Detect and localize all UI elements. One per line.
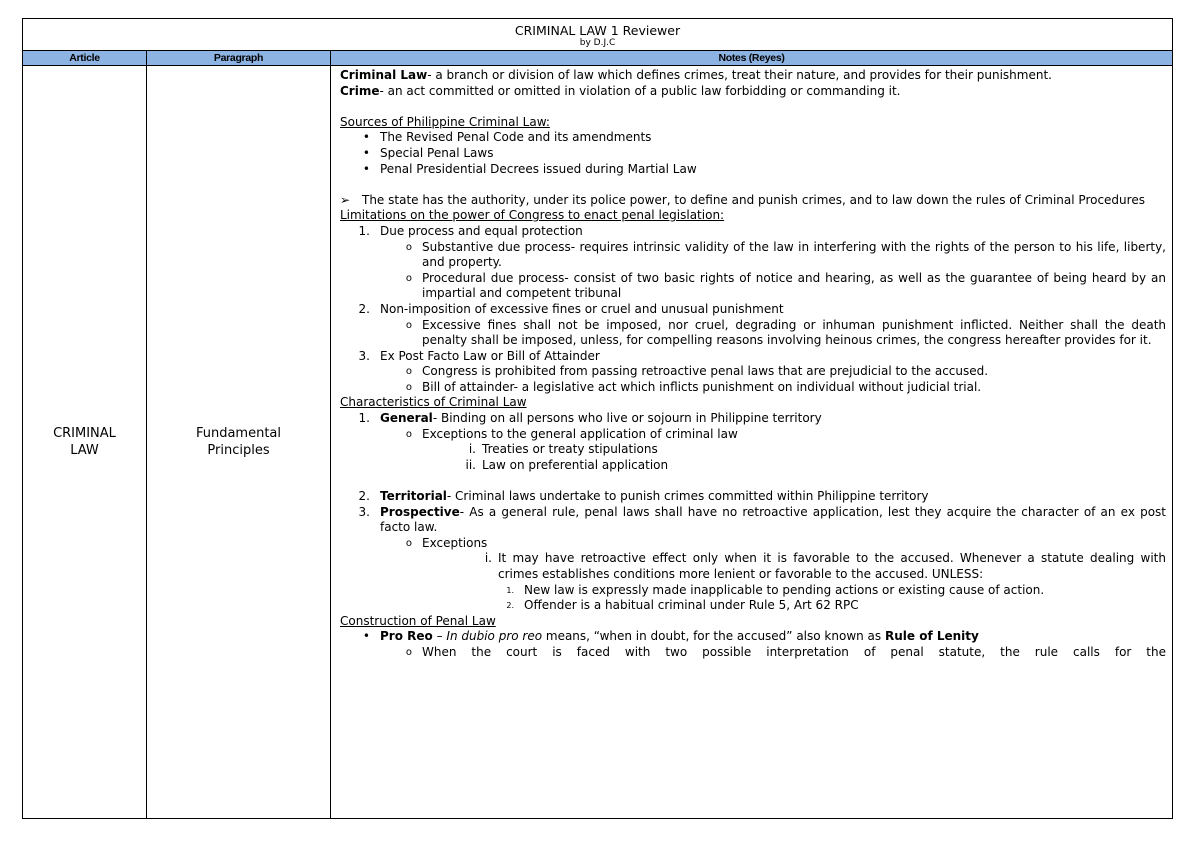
document-byline: by D.J.C	[579, 38, 616, 48]
term-general: General	[380, 411, 433, 426]
list-item	[340, 130, 1166, 146]
list-item	[340, 364, 1166, 380]
circle-bullet-icon: o	[405, 319, 412, 331]
list-numeral: i.	[484, 551, 492, 566]
article-cell	[23, 66, 147, 819]
list-item-text: means, “when in doubt, for the accused” also known as	[542, 629, 885, 644]
table-row	[23, 66, 1173, 819]
list-item-text: Excessive fines shall not be imposed, nor cruel, degrading or inhuman punishment inflicted. Neither shall the death penalty shall be imposed, unless, for compelling reasons involving heinous crimes, the congress hereafter provides for it.	[422, 317, 1166, 348]
criminal-law-definition	[340, 68, 1166, 84]
bullet-icon: •	[362, 629, 370, 644]
list-number: 2.	[358, 301, 370, 316]
reviewer-document	[22, 18, 1172, 819]
list-item	[340, 427, 1166, 443]
term-criminal-law: Criminal Law	[340, 68, 428, 82]
title-cell	[23, 19, 1173, 51]
limitations-heading: Limitations on the power of Congress to enact penal legislation:	[340, 208, 725, 223]
list-item-text: - Criminal laws undertake to punish crimes committed within Philippine territory	[446, 489, 929, 504]
term-territorial: Territorial	[380, 489, 447, 504]
list-item-text: The Revised Penal Code and its amendments	[380, 130, 652, 145]
paragraph-cell	[147, 66, 331, 819]
list-item-text: Exceptions to the general application of criminal law	[422, 426, 738, 441]
dash-text: –	[432, 629, 447, 644]
list-item-text: Treaties or treaty stipulations	[482, 442, 658, 457]
list-item	[340, 162, 1166, 178]
list-item	[340, 318, 1166, 349]
column-header-paragraph: Paragraph	[147, 51, 331, 66]
article-label-line1: CRIMINAL	[53, 426, 116, 441]
document-title: CRIMINAL LAW 1 Reviewer	[514, 23, 681, 38]
list-number: 1.	[358, 411, 370, 426]
term-pro-reo: Pro Reo	[380, 629, 433, 644]
list-item-text: Offender is a habitual criminal under Rule 5, Art 62 RPC	[524, 598, 859, 613]
paragraph-label-line2: Principles	[207, 443, 270, 458]
list-item-text: Congress is prohibited from passing retroactive penal laws that are prejudicial to the accused.	[422, 364, 989, 379]
bullet-icon: •	[362, 161, 370, 176]
list-item-text: When the court is faced with two possible interpretation of penal statute, the rule calls for the	[422, 644, 1166, 659]
list-numeral: ii.	[465, 457, 476, 472]
list-item	[340, 645, 1166, 661]
list-item	[340, 489, 1166, 505]
list-item-text: Penal Presidential Decrees issued during Martial Law	[380, 161, 697, 176]
list-item-text: Special Penal Laws	[380, 145, 494, 160]
list-item-text: Ex Post Facto Law or Bill of Attainder	[380, 348, 600, 363]
circle-bullet-icon: o	[405, 537, 412, 549]
construction-heading: Construction of Penal Law	[340, 613, 496, 628]
list-item	[340, 349, 1166, 365]
list-item	[340, 302, 1166, 318]
list-item	[340, 442, 1166, 458]
list-number: 1.	[358, 223, 370, 238]
list-item	[340, 536, 1166, 552]
list-item-text: The state has the authority, under its police power, to define and punish crimes, and to law down the rules of Criminal Procedures	[362, 192, 1145, 207]
article-label-line2: LAW	[70, 443, 99, 458]
list-item	[340, 380, 1166, 396]
list-item	[340, 598, 1166, 614]
circle-bullet-icon: o	[405, 646, 412, 658]
column-header-notes: Notes (Reyes)	[331, 51, 1173, 66]
list-item-text: It may have retroactive effect only when it is favorable to the accused. Whenever a statute dealing with crimes establishes conditions more lenient or favorable to the accused. UNLESS:	[498, 551, 1166, 581]
list-item	[340, 505, 1166, 536]
circle-bullet-icon: o	[405, 272, 412, 284]
term-prospective: Prospective	[380, 504, 460, 519]
list-item-text: Exceptions	[422, 535, 488, 550]
crime-definition	[340, 84, 1166, 100]
circle-bullet-icon: o	[405, 428, 412, 440]
latin-phrase: In dubio pro reo	[446, 629, 543, 644]
characteristics-heading: Characteristics of Criminal Law	[340, 395, 527, 410]
list-item	[340, 240, 1166, 271]
list-item-text: Non-imposition of excessive fines or cruel and unusual punishment	[380, 301, 784, 316]
bullet-icon: •	[362, 130, 370, 145]
arrow-bullet-icon: ➢	[340, 192, 351, 207]
notes-cell	[331, 66, 1173, 819]
list-item-text: - Binding on all persons who live or sojourn in Philippine territory	[432, 411, 822, 426]
list-number: 1.	[506, 585, 514, 595]
list-item	[340, 224, 1166, 240]
list-item-text: Substantive due process- requires intrinsic validity of the law in interfering with the rights of the person to his life, liberty, and property.	[422, 239, 1166, 270]
column-header-article: Article	[23, 51, 147, 66]
list-number: 3.	[358, 504, 370, 519]
list-item-text: Procedural due process- consist of two basic rights of notice and hearing, as well as the guarantee of being heard by an impartial and competent tribunal	[422, 270, 1166, 301]
paragraph-label-line1: Fundamental	[195, 426, 282, 441]
list-item-text: Bill of attainder- a legislative act which inflicts punishment on individual without judicial trial.	[422, 379, 982, 394]
list-item	[340, 583, 1166, 599]
list-item	[340, 551, 1166, 582]
term-rule-of-lenity: Rule of Lenity	[884, 629, 979, 644]
term-crime: Crime	[340, 83, 380, 98]
list-item-text: Due process and equal protection	[380, 223, 583, 238]
list-item	[340, 458, 1166, 474]
list-numeral: i.	[468, 442, 476, 457]
list-item	[340, 146, 1166, 162]
list-number: 2.	[358, 489, 370, 504]
list-item	[340, 271, 1166, 302]
list-number: 2.	[506, 601, 514, 611]
list-item	[340, 411, 1166, 427]
reviewer-table	[22, 18, 1173, 819]
circle-bullet-icon: o	[405, 366, 412, 378]
definition-text: - an act committed or omitted in violation of a public law forbidding or commanding it.	[379, 83, 901, 98]
bullet-icon: •	[362, 145, 370, 160]
circle-bullet-icon: o	[405, 381, 412, 393]
list-item-text: - As a general rule, penal laws shall have no retroactive application, lest they acquire the character of an ex post facto law.	[380, 504, 1166, 535]
list-number: 3.	[358, 348, 370, 363]
list-item-text: Law on preferential application	[482, 457, 669, 472]
circle-bullet-icon: o	[405, 241, 412, 253]
list-item	[340, 629, 1166, 645]
definition-text: - a branch or division of law which defines crimes, treat their nature, and provides for their punishment.	[427, 68, 1052, 82]
sources-heading: Sources of Philippine Criminal Law:	[340, 114, 550, 129]
list-item	[340, 193, 1166, 209]
list-item-text: New law is expressly made inapplicable to pending actions or existing cause of action.	[524, 582, 1045, 597]
